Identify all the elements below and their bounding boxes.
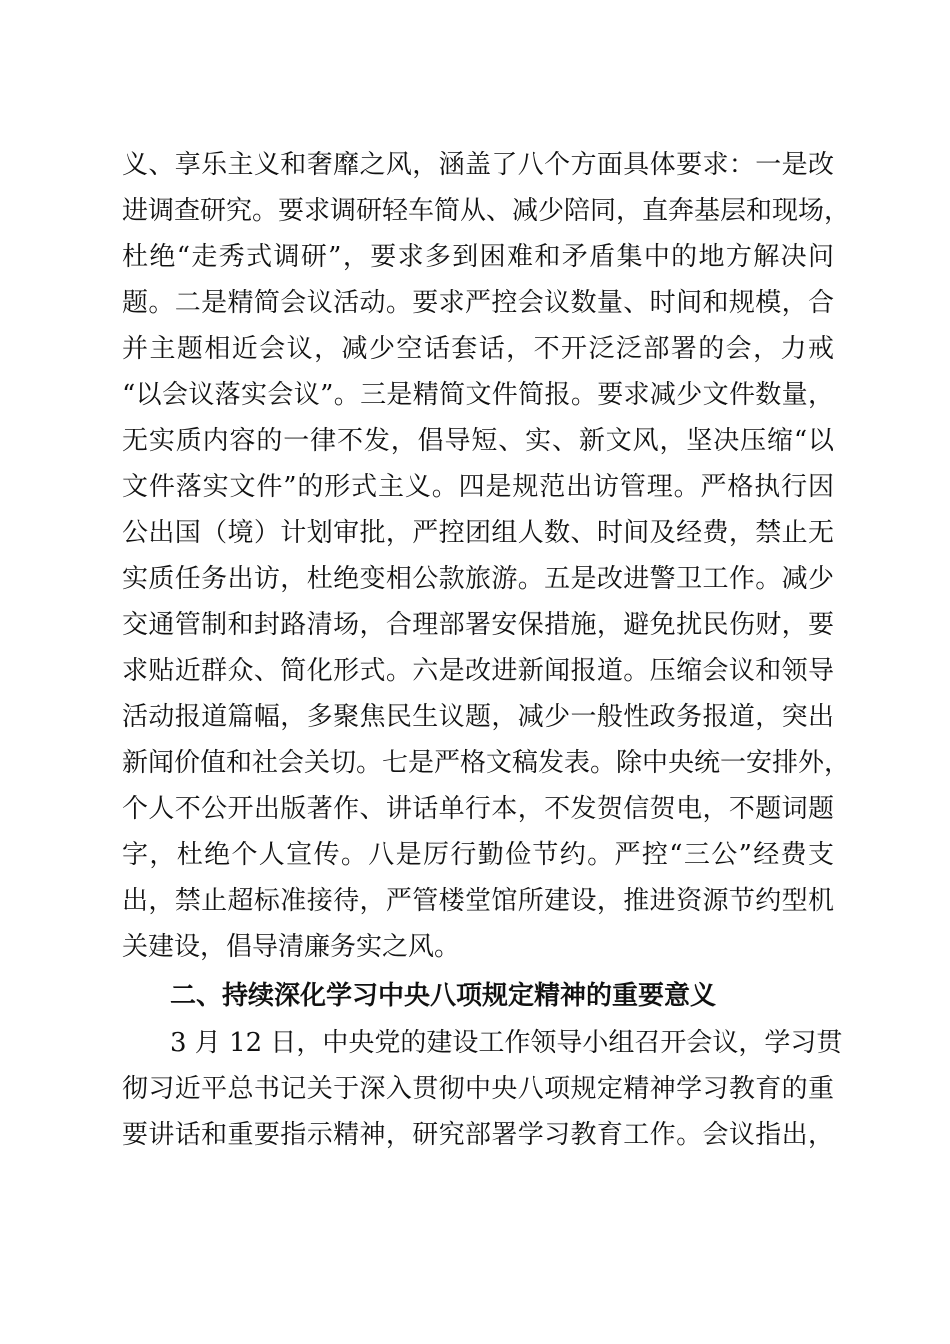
body-text-line: 并主题相近会议，减少空话套话，不开泛泛部署的会，力戒: [122, 334, 834, 364]
body-text-line: 活动报道篇幅，多聚焦民生议题，减少一般性政务报道，突出: [122, 702, 834, 732]
body-text-line: 3 月 12 日，中央党的建设工作领导小组召开会议，学习贯: [170, 1028, 843, 1058]
body-text-line: 杜绝“走秀式调研”，要求多到困难和矛盾集中的地方解决问: [122, 242, 834, 272]
body-text-line: 进调查研究。要求调研轻车简从、减少陪同，直奔基层和现场，: [122, 196, 851, 226]
body-text-line: “以会议落实会议”。三是精简文件简报。要求减少文件数量，: [122, 380, 834, 410]
body-text-line: 实质任务出访，杜绝变相公款旅游。五是改进警卫工作。减少: [122, 564, 834, 594]
body-text-line: 关建设，倡导清廉务实之风。: [122, 932, 461, 962]
body-text-line: 要讲话和重要指示精神，研究部署学习教育工作。会议指出，: [122, 1120, 834, 1150]
body-text-line: 题。二是精简会议活动。要求严控会议数量、时间和规模，合: [122, 288, 834, 318]
body-text-line: 字，杜绝个人宣传。八是厉行勤俭节约。严控“三公”经费支: [122, 840, 834, 870]
body-text-line: 新闻价值和社会关切。七是严格文稿发表。除中央统一安排外，: [122, 748, 851, 778]
section-heading: 二、持续深化学习中央八项规定精神的重要意义: [170, 981, 717, 1011]
body-text-line: 出，禁止超标准接待，严管楼堂馆所建设，推进资源节约型机: [122, 886, 834, 916]
body-text-line: 无实质内容的一律不发，倡导短、实、新文风，坚决压缩“以: [122, 426, 834, 456]
body-text-line: 交通管制和封路清场，合理部署安保措施，避免扰民伤财，要: [122, 610, 834, 640]
body-text-line: 个人不公开出版著作、讲话单行本，不发贺信贺电，不题词题: [122, 794, 834, 824]
body-text-line: 文件落实文件”的形式主义。四是规范出访管理。严格执行因: [122, 472, 834, 502]
body-text-line: 义、享乐主义和奢靡之风，涵盖了八个方面具体要求：一是改: [122, 150, 834, 180]
body-text-line: 求贴近群众、简化形式。六是改进新闻报道。压缩会议和领导: [122, 656, 834, 686]
body-text-line: 公出国（境）计划审批，严控团组人数、时间及经费，禁止无: [122, 518, 834, 548]
body-text-line: 彻习近平总书记关于深入贯彻中央八项规定精神学习教育的重: [122, 1074, 834, 1104]
